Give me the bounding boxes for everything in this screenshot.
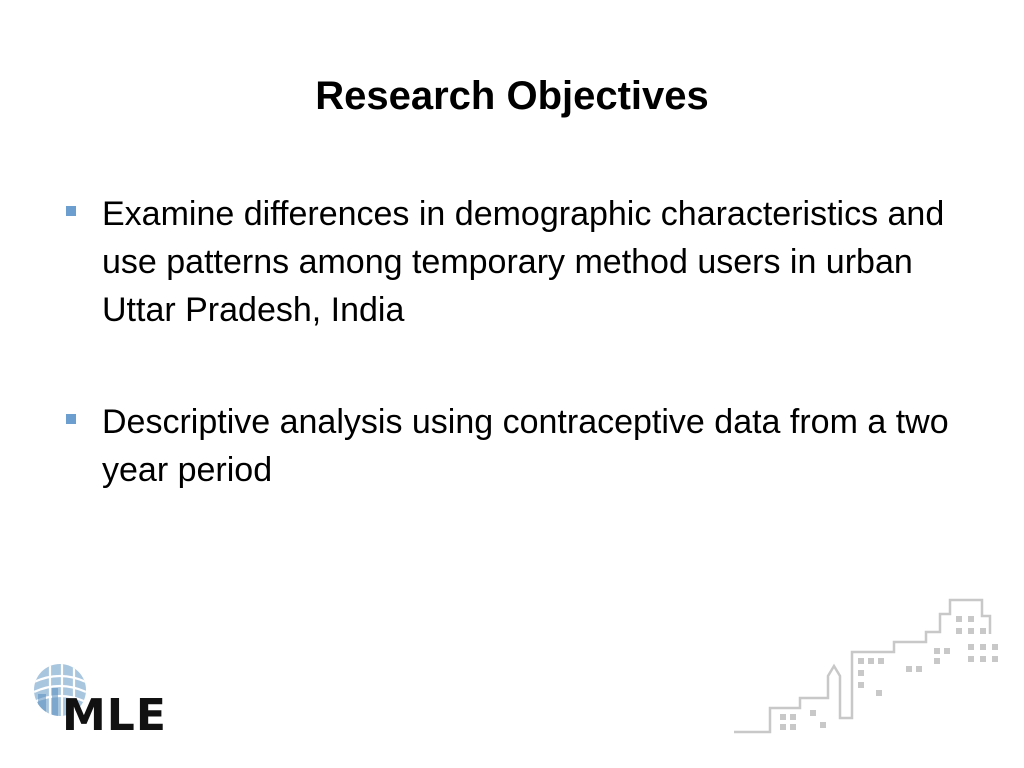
square-bullet-icon [66, 414, 76, 424]
bullet-list [62, 190, 962, 558]
slide-title: Research Objectives [315, 74, 709, 118]
bullet-text: Descriptive analysis using contraceptive data from a two year period [102, 403, 949, 489]
city-skyline-icon [730, 592, 1010, 740]
logo-text: MLE [62, 690, 167, 741]
bullet-item [62, 398, 962, 494]
bullet-text: Examine differences in demographic characteristics and use patterns among temporary method users in urban Uttar Pradesh, India [102, 195, 945, 329]
square-bullet-icon [66, 206, 76, 216]
mle-logo [28, 658, 178, 742]
bullet-item [62, 190, 962, 334]
